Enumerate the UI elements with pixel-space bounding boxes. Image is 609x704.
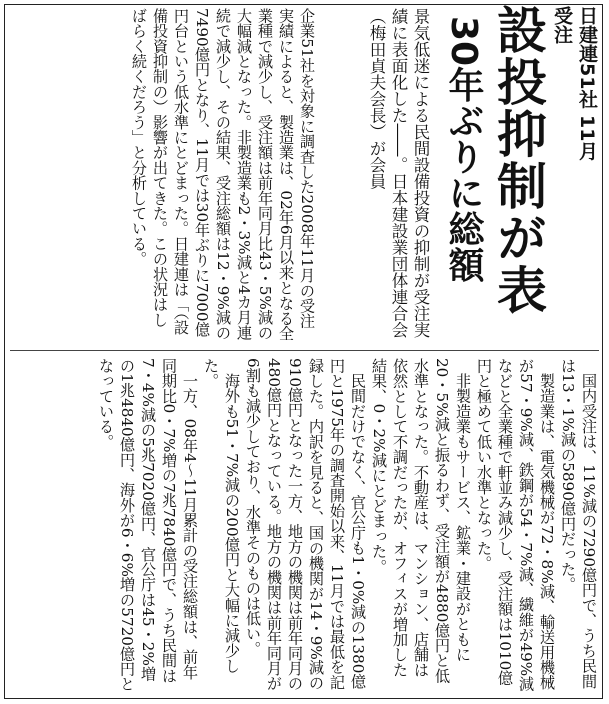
headline-main: 設投抑制が表: [489, 4, 547, 316]
body-paragraph: 一方、08年4～11月累計の受注総額は、前年同期比0・7%増の7兆7840億円で、うち民間は7・4%減の5兆7020億円、官公庁は45・2%増の1兆4840億円、海外が6・6%増の5720億円となっている。: [97, 358, 199, 692]
headline-sub: 30年ぶりに総額: [443, 16, 484, 283]
body-paragraph: 海外も51・7%減の200億円と大幅に減少した。: [202, 358, 241, 674]
body-paragraph: 製造業は、電気機械が72・8%減、輸送用機械が57・9%減、鉄鋼が54・7%減、繊維が49%減などと全業種で軒並み減少し、受注額は1010億円と極めて低い水準となった。: [475, 358, 556, 692]
article-kicker: 日建連51社 11月受注: [551, 6, 598, 161]
article-body-upper: 企業51社を対象に調査した2008年11月の受注実績によると、製造業は、02年6月以来となる全業種で減少し、受注額は前年同月比43・5%減の大幅減となった。非製造業も2・3%減と4カ月連続で減少し、その結果、受注総額は12・9%減の7490億円となり、11月では30年ぶりに7000億円台という低水準にとどまった。日建連は「（設備投資抑制の）影響が出てきた。この状況はしばらく続くだろう」と分析している。: [130, 8, 316, 341]
body-paragraph: 民間だけでなく、官公庁も1・0%減の1380億円と1975年の調査開始以来、11月では最低を記録した。内訳を見ると、国の機関が14・9%減の910億円となった一方、地方の機関は前年同月の480億円となっている。地方の機関は前年同月が6割も減少しており、水準そのものは低い。: [244, 358, 367, 691]
section-divider: [10, 350, 599, 351]
article-body-lower: [10, 358, 599, 692]
body-paragraph: 非製造業もサービス、鉱業・建設がともに20・5%減と振るわず、受注額が4880億円と低水準となった。不動産は、マンション、店舗は依然として不調だったが、オフィスが増加した結果、0・2%減にとどまった。: [370, 358, 472, 684]
article-lead: 景気低迷による民間設備投資の抑制が受注実績に表面化した――。日本建設業団体連合会（梅田貞夫会長）が会員: [367, 8, 430, 338]
body-paragraph: 国内受注は、11%減の7290億円で、うち民間は13・1%減の5890億円だった。: [559, 358, 598, 689]
